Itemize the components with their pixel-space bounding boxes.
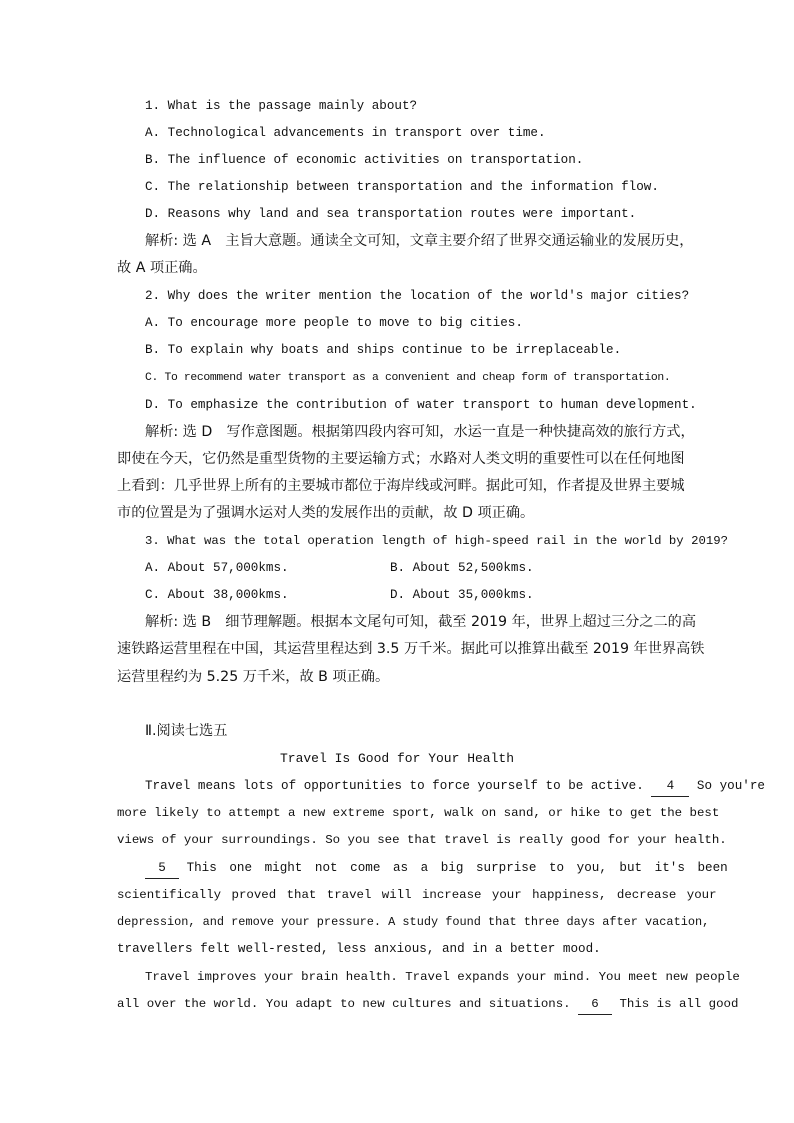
- passage-p2-line-2: scientifically proved that travel will increase your happiness, decrease your: [117, 888, 717, 902]
- q3-explanation-line-1: 解析: 选 B 细节理解题。根据本文尾句可知，截至 2019 年，世界上超过三分之二的高: [145, 614, 697, 630]
- passage-p1-line-1: [145, 776, 765, 797]
- passage-text: This is all good: [619, 997, 739, 1011]
- q2-option-c: C. To recommend water transport as a convenient and cheap form of transportation.: [145, 372, 671, 384]
- blank-6: 6: [578, 994, 612, 1015]
- q3-option-a: A. About 57,000kms.: [145, 561, 289, 575]
- passage-text: This one might not come as a big surprise to you, but it's been: [186, 861, 728, 875]
- section-heading: Ⅱ.阅读七选五: [145, 723, 228, 739]
- q2-explanation-line-4: 市的位置是为了强调水运对人类的发展作出的贡献，故 D 项正确。: [117, 505, 535, 521]
- passage-p3-line-1: Travel improves your brain health. Travel expands your mind. You meet new people: [145, 970, 740, 984]
- q1-explanation-line-2: 故 A 项正确。: [117, 260, 207, 276]
- q1-option-b: B. The influence of economic activities on transportation.: [145, 153, 584, 167]
- q1-option-c: C. The relationship between transportation and the information flow.: [145, 180, 659, 194]
- passage-p1-line-3: views of your surroundings. So you see that travel is really good for your health.: [117, 833, 727, 847]
- q3-option-c: C. About 38,000kms.: [145, 588, 289, 602]
- q2-explanation-line-3: 上看到：几乎世界上所有的主要城市都位于海岸线或河畔。据此可知，作者提及世界主要城: [117, 478, 685, 494]
- q3-option-b: B. About 52,500kms.: [390, 561, 534, 575]
- q2-option-a: A. To encourage more people to move to big cities.: [145, 316, 523, 330]
- passage-p1-line-2: more likely to attempt a new extreme sport, walk on sand, or hike to get the best: [117, 806, 720, 820]
- q1-explanation-line-1: 解析: 选 A 主旨大意题。通读全文可知，文章主要介绍了世界交通运输业的发展历史，: [145, 233, 694, 249]
- q3-stem: 3. What was the total operation length of high-speed rail in the world by 2019?: [145, 534, 728, 548]
- passage-text: So you're: [696, 779, 765, 793]
- q1-option-a: A. Technological advancements in transport over time.: [145, 126, 546, 140]
- q2-explanation-line-1: 解析: 选 D 写作意图题。根据第四段内容可知，水运一直是一种快捷高效的旅行方式，: [145, 424, 695, 440]
- blank-4: 4: [651, 776, 689, 797]
- q1-option-d: D. Reasons why land and sea transportation routes were important.: [145, 207, 637, 221]
- q3-explanation-line-2: 速铁路运营里程在中国，其运营里程达到 3.5 万千米。据此可以推算出截至 2019 年世界高铁: [117, 641, 705, 657]
- q1-stem: 1. What is the passage mainly about?: [145, 99, 418, 113]
- q2-explanation-line-2: 即使在今天，它仍然是重型货物的主要运输方式；水路对人类文明的重要性可以在任何地图: [117, 451, 685, 467]
- q2-stem: 2. Why does the writer mention the location of the world's major cities?: [145, 289, 690, 303]
- passage-p2-line-3: depression, and remove your pressure. A study found that three days after vacation,: [117, 915, 710, 929]
- passage-title: Travel Is Good for Your Health: [279, 751, 515, 766]
- passage-p2-line-1: [145, 858, 728, 879]
- q2-option-b: B. To explain why boats and ships continue to be irreplaceable.: [145, 343, 622, 357]
- q3-option-d: D. About 35,000kms.: [390, 588, 534, 602]
- q2-option-d: D. To emphasize the contribution of water transport to human development.: [145, 398, 697, 412]
- blank-5: 5: [145, 858, 179, 879]
- passage-p2-line-4: travellers felt well-rested, less anxious, and in a better mood.: [117, 942, 601, 956]
- passage-p3-line-2: [117, 994, 738, 1015]
- passage-text: Travel means lots of opportunities to force yourself to be active.: [145, 779, 644, 793]
- passage-text: all over the world. You adapt to new cultures and situations.: [117, 997, 571, 1011]
- q3-explanation-line-3: 运营里程约为 5.25 万千米，故 B 项正确。: [117, 669, 390, 685]
